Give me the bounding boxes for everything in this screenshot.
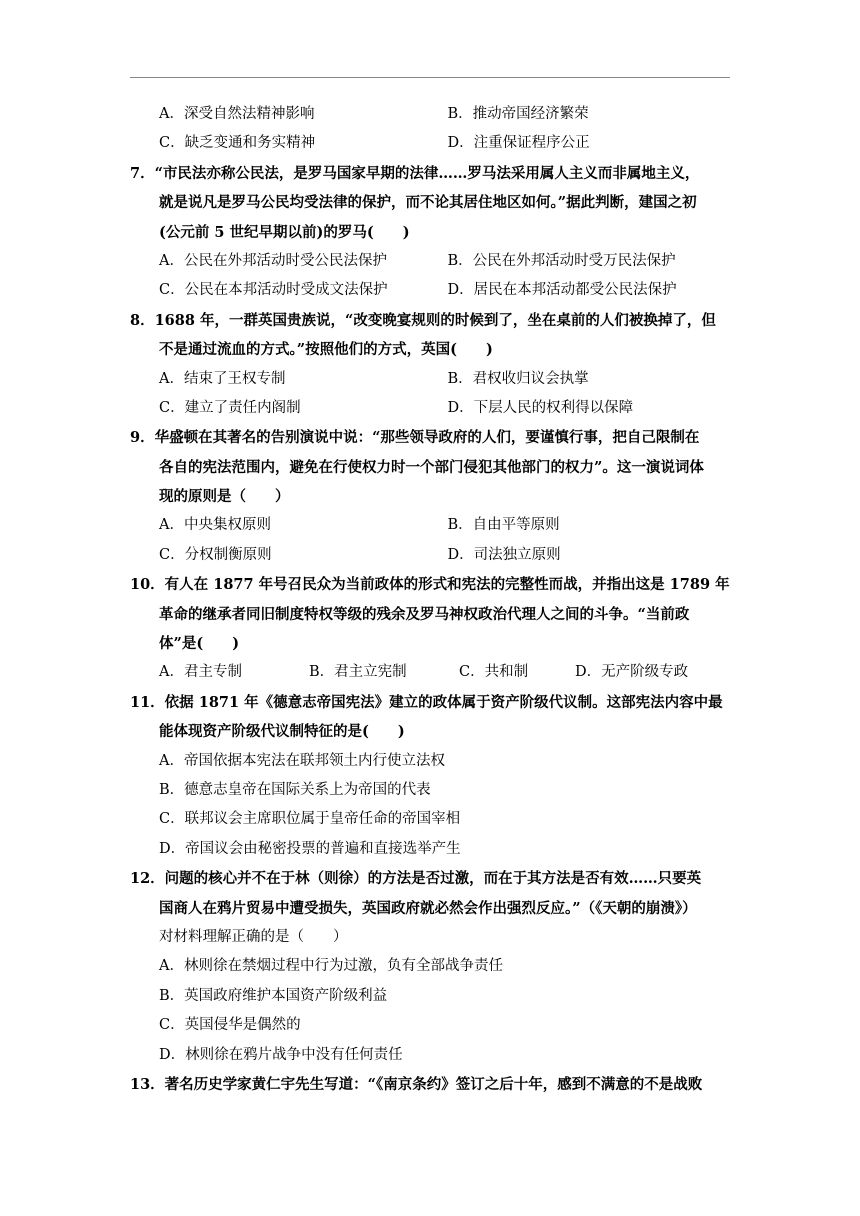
q12-stem-line-3: 对材料理解正确的是（ ） — [159, 928, 348, 945]
q11-option-c[interactable]: C．联邦议会主席职位属于皇帝任命的帝国宰相 — [159, 811, 461, 828]
q13-stem-line-1: 13．著名历史学家黄仁宇先生写道：“《南京条约》签订之后十年，感到不满意的不是战败 — [130, 1075, 703, 1093]
q8-option-d[interactable]: D．下层人民的权利得以保障 — [447, 399, 634, 416]
q6-option-d[interactable]: D．注重保证程序公正 — [447, 135, 590, 152]
q11-stem-line-1: 11．依据 1871 年《德意志帝国宪法》建立的政体属于资产阶级代议制。这部宪法内容中最 — [130, 693, 723, 711]
q7-options-row-2 — [130, 276, 736, 305]
q9-stem-line-2: 各自的宪法范围内，避免在行使权力时一个部门侵犯其他部门的权力”。这一演说词体 — [159, 458, 704, 476]
q6-option-c[interactable]: C．缺乏变通和务实精神 — [159, 135, 316, 152]
q10-option-c[interactable]: C．共和制 — [459, 664, 529, 681]
q11-option-b[interactable]: B．德意志皇帝在国际关系上为帝国的代表 — [159, 781, 431, 798]
q10-option-a[interactable]: A．君主专制 — [159, 664, 242, 681]
exam-page — [130, 100, 736, 1099]
q12-option-a[interactable]: A．林则徐在禁烟过程中行为过激，负有全部战争责任 — [159, 958, 503, 975]
q11-option-a[interactable]: A．帝国依据本宪法在联邦领土内行使立法权 — [159, 752, 445, 769]
q9-stem-line-3: 现的原则是（ ） — [159, 488, 290, 506]
q8-option-c[interactable]: C．建立了责任内阁制 — [159, 399, 301, 416]
q9-option-a[interactable]: A．中央集权原则 — [159, 517, 271, 534]
q10-stem-line-2: 革命的继承者同旧制度特权等级的残余及罗马神权政治代理人之间的斗争。“当前政 — [159, 605, 690, 623]
q8-stem-line-2: 不是通过流血的方式。”按照他们的方式，英国( ) — [159, 341, 493, 359]
q10-stem-line-1: 10．有人在 1877 年号召民众为当前政体的形式和宪法的完整性而战，并指出这是 1789 年 — [130, 576, 730, 594]
q7-stem-line-1: 7．“市民法亦称公民法，是罗马国家早期的法律……罗马法采用属人主义而非属地主义， — [130, 164, 700, 182]
q10-option-d[interactable]: D．无产阶级专政 — [575, 664, 689, 681]
q7-option-b[interactable]: B．公民在外邦活动时受万民法保护 — [447, 252, 676, 269]
q12-stem-line-1: 12．问题的核心并不在于林（则徐）的方法是否过激，而在于其方法是否有效……只要英 — [130, 870, 702, 888]
q12-option-b[interactable]: B．英国政府维护本国资产阶级利益 — [159, 987, 388, 1004]
q8-options-row-2 — [130, 394, 736, 423]
q12-option-d[interactable]: D．林则徐在鸦片战争中没有任何责任 — [159, 1046, 403, 1063]
q9-option-c[interactable]: C．分权制衡原则 — [159, 546, 272, 563]
q7-option-a[interactable]: A．公民在外邦活动时受公民法保护 — [159, 252, 387, 269]
q7-options-row-1 — [130, 247, 736, 276]
q10-option-b[interactable]: B．君主立宪制 — [309, 664, 407, 681]
q7-option-d[interactable]: D．居民在本邦活动都受公民法保护 — [447, 282, 677, 299]
q7-stem-line-3: (公元前 5 世纪早期以前)的罗马( ) — [159, 223, 410, 241]
q9-options-row-1 — [130, 511, 736, 540]
q10-stem-line-3: 体”是( ) — [159, 635, 240, 653]
q6-options-row-1 — [130, 100, 736, 129]
q6-option-b[interactable]: B．推动帝国经济繁荣 — [447, 106, 589, 122]
q11-option-d[interactable]: D．帝国议会由秘密投票的普遍和直接选举产生 — [159, 840, 461, 857]
q9-option-b[interactable]: B．自由平等原则 — [447, 517, 560, 534]
q8-option-b[interactable]: B．君权收归议会执掌 — [447, 370, 589, 387]
q6-option-a[interactable]: A．深受自然法精神影响 — [159, 106, 315, 122]
header-rule — [130, 77, 730, 78]
q9-stem-line-1: 9．华盛顿在其著名的告别演说中说：“那些领导政府的人们，要谨慎行事，把自己限制在 — [130, 429, 700, 447]
q8-options-row-1 — [130, 365, 736, 394]
q8-stem-line-1: 8．1688 年，一群英国贵族说，“改变晚宴规则的时候到了，坐在桌前的人们被换掉了，但 — [130, 311, 716, 329]
q9-option-d[interactable]: D．司法独立原则 — [447, 546, 561, 563]
q7-stem-line-2: 就是说凡是罗马公民均受法律的保护，而不论其居住地区如何。”据此判断，建国之初 — [159, 194, 697, 212]
q12-option-c[interactable]: C．英国侵华是偶然的 — [159, 1017, 301, 1034]
q6-options-row-2 — [130, 129, 736, 158]
q8-option-a[interactable]: A．结束了王权专制 — [159, 370, 286, 387]
q9-options-row-2 — [130, 541, 736, 570]
q10-options-row — [130, 658, 736, 687]
q11-stem-line-2: 能体现资产阶级代议制特征的是( ) — [159, 723, 405, 741]
q7-option-c[interactable]: C．公民在本邦活动时受成文法保护 — [159, 282, 388, 299]
q12-stem-line-2: 国商人在鸦片贸易中遭受损失，英国政府就必然会作出强烈反应。”（《天朝的崩溃》） — [159, 899, 697, 917]
